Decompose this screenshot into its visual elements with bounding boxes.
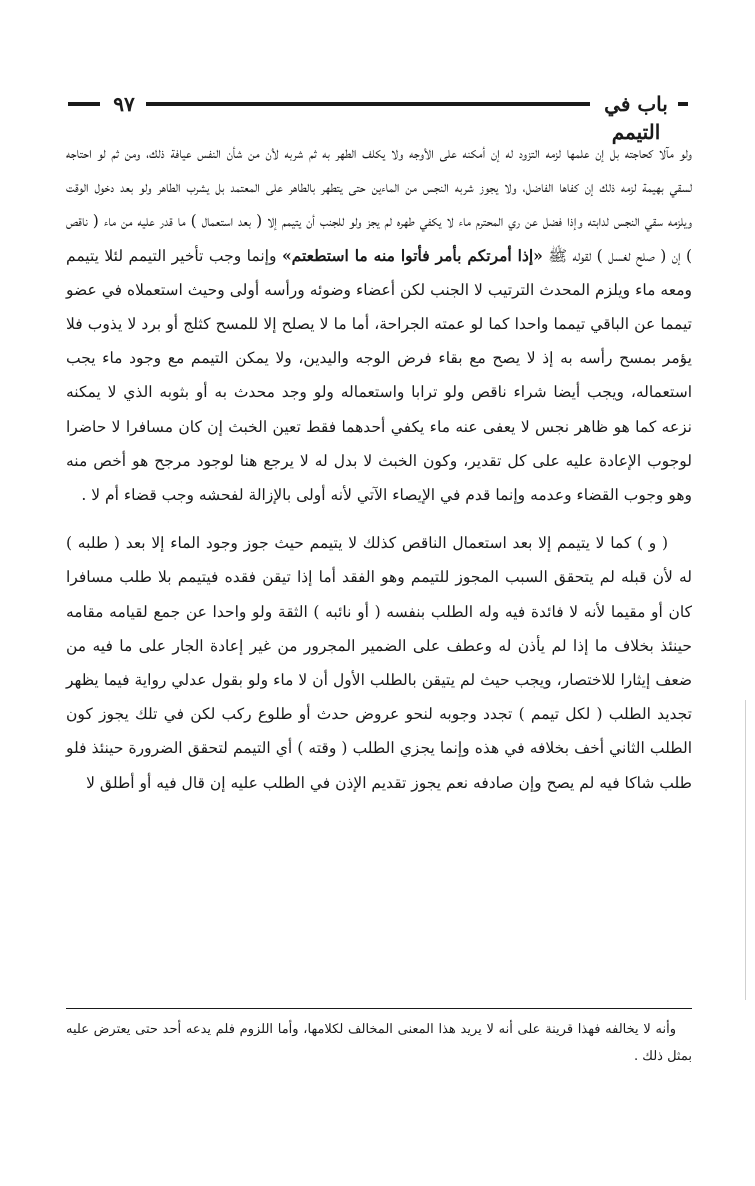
footnote-divider [66, 1008, 692, 1009]
header-rule-left [68, 102, 100, 106]
header-rule-right [678, 102, 688, 106]
paragraph-2: ( و ) كما لا يتيمم إلا بعد استعمال الناقص كذلك لا يتيمم حيث جوز وجود الماء إلا بعد ( طلبه ) له لأن قبله لم يتحقق السبب المجوز للتيمم وهو الفقد أما إذا تيقن فقده فيتيمم بلا طلب مسافرا كان أو مقيما لأنه لا فائدة فيه وله الطلب بنفسه ( أو نائبه ) الثقة ولو واحدا عن جمع لقيامه مقامه حينئذ بخلاف ما إذا لم يأذن له وعطف على الضمير المجرور من غير إعادة الجار على ما فيه من ضعف إيثارا للاختصار، ويجب حيث لم يتيقن بالطلب الأول أن لا ماء ولو بقول عدلي رواية فيما يظهر تجديد الطلب ( لكل تيمم ) تجدد وجوبه لنحو عروض حدث أو طلوع ركب لكن في تلك يجوز كون الطلب الثاني أخف بخلافه في هذه وإنما يجزي الطلب ( وقته ) أي التيمم لتحقق الضرورة حينئذ فلو طلب شاكا فيه لم يصح وإن صادفه نعم يجوز تقديم الإذن في الطلب عليه إن قال فيه أو أطلق لا [66, 534, 692, 792]
footnote-text: وأنه لا يخالفه فهذا قرينة على أنه لا يريد هذا المعنى المخالف لكلامها، وأما اللزوم فلم يدعه أحد حتى يعترض عليه بمثل ذلك . [66, 1022, 692, 1064]
footnote [66, 1016, 692, 1070]
chapter-title: باب في التيمم [604, 92, 668, 144]
page-number: ٩٧ [113, 92, 135, 116]
paragraph-1-part-1: ولو مآلا كحاجته بل إن علمها لزمه التزود له إن أمكنه على الأوجه ولا يكلف الطهر به ثم شربه لأن من شأن النفس عيافة ذلك، ومن ثم لو احتاجه لسقي بهيمة لزمه ذلك إن كفاها الفاضل، ولا يجوز شربه النجس من الماءين حتى يتطهر بالطاهر على المعتمد بل يشرب الطاهر ولو بعد دخول الوقت ويلزمه سقي النجس لدابته وإذا فضل عن ري المحترم ماء لا يكفي طهره لم يجز ولو للجنب أن يتيمم إلا ( بعد استعمال ) ما قدر عليه من ماء ( ناقص ) إن ( صلح لغسل ) لقوله ﷺ [66, 144, 693, 265]
hadith-quote: «إذا أمرتكم بأمر فأتوا منه ما استطعتم» [281, 245, 543, 265]
main-text [66, 136, 692, 800]
running-header [68, 90, 688, 144]
paragraph-1-part-2: وإنما وجب تأخير التيمم لئلا يتيمم ومعه ماء ويلزم المحدث الترتيب لا الجنب لكن أعضاء وضوئه ورأسه أولى وحيث استعملاه في عضو تيمما عن الباقي تيمما واحدا كما لو عمته الجراحة، أما ما لا يصلح إلا للمسح كثلج أو برد لا يذوب فلا يؤمر بمسح رأسه به إذ لا يصح مع بقاء فرض الوجه واليدين، ولا يمكن التيمم مع وجود ماء يجب استعماله، ويجب أيضا شراء ناقص ولو ترابا واستعماله ولو وجد محدث به أو بثوبه الذي لا يمكنه نزعه كما هو ظاهر نجس لا يعفى عنه ماء يكفي أحدهما فقط تعين الخبث إن كان مسافرا لا حاضرا لوجوب الإعادة عليه على كل تقدير، وكون الخبث لا بدل له لا يرجع هنا لوجود مرجح هو أخص منه وهو وجوب القضاء وعدمه وإنما قدم في الإيصاء الآتي لأنه أولى بالإزالة لفحشه وجب قضاء أم لا . [66, 246, 692, 505]
paragraph-1 [66, 136, 692, 512]
header-rule-middle [146, 102, 590, 106]
page-edge-line [745, 700, 746, 1000]
